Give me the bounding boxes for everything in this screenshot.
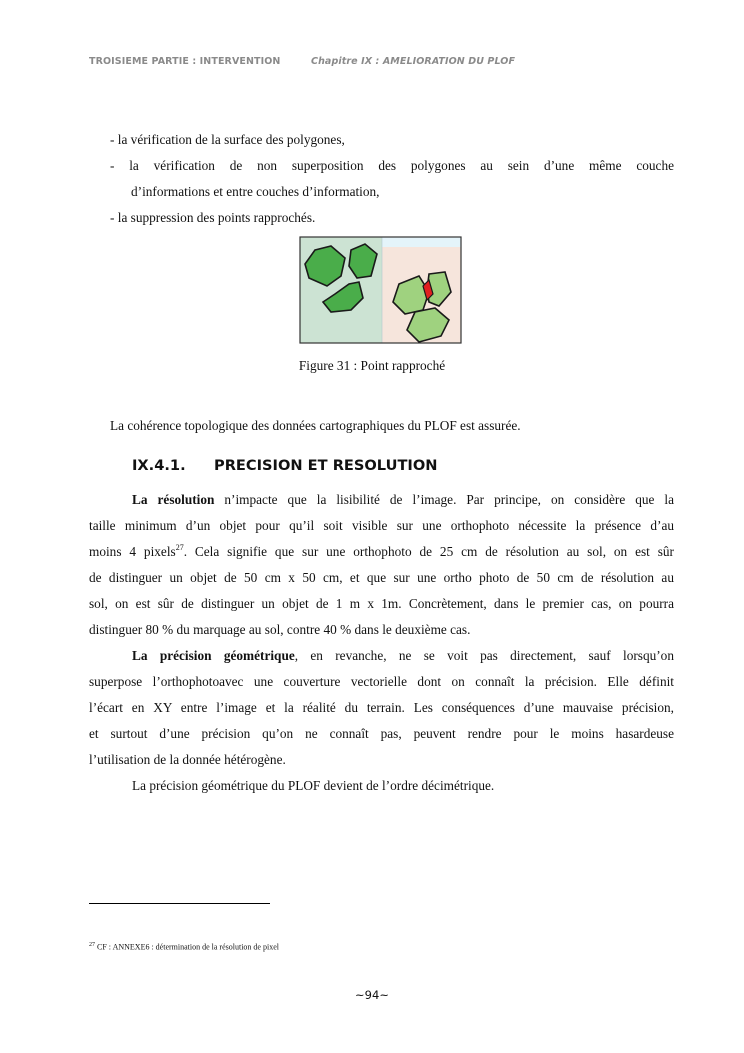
- footnote-text: CF : ANNEXE6 : détermination de la résolution de pixel: [95, 942, 279, 952]
- bullet-close-points: - la suppression des points rapprochés.: [110, 210, 316, 225]
- resolution-line-4: de distinguer un objet de 50 cm x 50 cm, et que sur une ortho photo de 50 cm de résolution au: [89, 570, 674, 585]
- footnote: [89, 942, 279, 952]
- precision-line-2: superpose l’orthophotoavec une couverture vectorielle dont on connaît la précision. Elle définit: [89, 674, 674, 689]
- resolution-line-6: distinguer 80 % du marquage au sol, contre 40 % dans le deuxième cas.: [89, 622, 471, 637]
- running-header-part: TROISIEME PARTIE : INTERVENTION: [89, 56, 281, 67]
- bullet-overlap-check: - la vérification de non superposition des polygones au sein d’une même couche: [110, 158, 674, 173]
- resolution-line-1: La résolution n’impacte que la lisibilité de l’image. Par principe, on considère que la: [132, 492, 674, 507]
- precision-line-4: et surtout d’une précision qu’on ne connaît pas, peuvent rendre pour le moins hasardeuse: [89, 726, 674, 741]
- bullet-surface-check: - la vérification de la surface des polygones,: [110, 132, 345, 147]
- section-title: PRECISION ET RESOLUTION: [214, 457, 438, 474]
- resolution-paragraph: [89, 487, 674, 643]
- topology-statement: La cohérence topologique des données cartographiques du PLOF est assurée.: [110, 418, 521, 433]
- figure-close-point: [299, 236, 462, 344]
- running-header-chapter: Chapitre IX : AMELIORATION DU PLOF: [311, 56, 516, 67]
- footnote-ref[interactable]: 27: [175, 543, 184, 552]
- precision-line-3: l’écart en XY entre l’image et la réalité du terrain. Les conséquences d’une mauvaise précision,: [89, 700, 674, 715]
- resolution-line-5: sol, on est sûr de distinguer un objet de 1 m x 1m. Concrètement, dans le premier cas, on pourra: [89, 596, 674, 611]
- bullet-overlap-check-cont: d’informations et entre couches d’information,: [131, 184, 380, 199]
- footnote-separator: [89, 903, 270, 904]
- figure-top-strip: [382, 237, 461, 247]
- precision-line-1: La précision géométrique, en revanche, ne se voit pas directement, sauf lorsqu’on: [132, 648, 674, 663]
- page-number: ~94~: [355, 988, 389, 1002]
- figure-caption: Figure 31 : Point rapproché: [298, 358, 446, 373]
- resolution-line-3: moins 4 pixels$^{27}$. Cela signifie que sur une orthophoto de 25 cm de résolution au sol, on est sûr: [89, 543, 674, 559]
- precision-conclusion: La précision géométrique du PLOF devient de l’ordre décimétrique.: [132, 778, 495, 793]
- resolution-line-2: taille minimum d’un objet pour qu’il soit visible sur une orthophoto nécessite la présence d’au: [89, 518, 674, 533]
- footnote-number: 27: [89, 942, 95, 948]
- precision-term: La précision géométrique: [132, 648, 295, 663]
- section-number: IX.4.1.: [132, 457, 186, 474]
- precision-line-5: l’utilisation de la donnée hétérogène.: [89, 752, 286, 767]
- precision-paragraph: [89, 643, 674, 773]
- resolution-term: La résolution: [132, 492, 215, 507]
